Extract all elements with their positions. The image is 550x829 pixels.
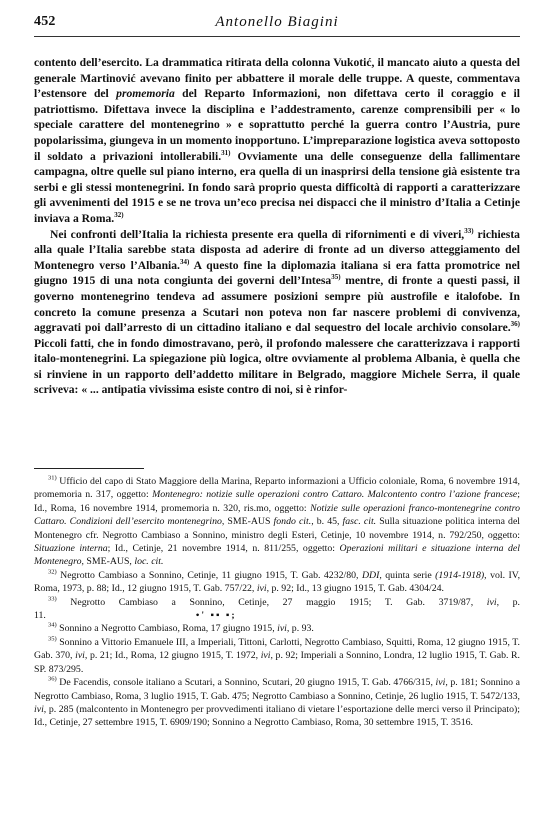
- text-run: ;: [107, 543, 115, 555]
- italic-title: Notizie sulle operazioni franco-montenegrine contro Cattaro. Condizioni dell’esercito montenegrino: [34, 502, 520, 528]
- italic-title: Situazione interna: [34, 543, 108, 555]
- text-run: , 13 giugno 1915, T. Gab. 4304/24.: [306, 583, 444, 595]
- footnote-ref: 34): [179, 257, 190, 266]
- footnote-number: 31): [48, 474, 57, 482]
- text-run: Ufficio del capo di Stato Maggiore della Marina, Reparto informazioni a Ufficio coloniale, Roma, 6 novembre 1914, promemoria n. 317, oggetto:: [34, 476, 520, 501]
- italic-title: ivi: [277, 623, 287, 635]
- footnote-number: 35): [48, 635, 57, 643]
- text-run: De Facendis, console italiano a Scutari, a Sonnino, Scutari, 20 giugno 1915, T. Gab. 4766/315,: [56, 677, 436, 689]
- italic-title: ivi: [486, 596, 497, 608]
- text-run: mentre, di fronte a questi passi, il governo montenegrino tendeva ad assumere posizioni sempre più austrofile e italofobe. In concreto la comune presenza a Scutari non poteva non far nascere problemi di convivenza, aggravati poi dall’arresto di un cittadino italiano e dal sequestro del locale archivio consolare.: [34, 274, 520, 335]
- text-run: , b. 45,: [311, 516, 343, 528]
- text-run: , p. 92;: [266, 583, 297, 595]
- text-run: , SME-AUS: [221, 516, 274, 528]
- text-run: , p. 92; Imperiali a Sonnino, Londra, 12 luglio 1915, T. Gab. R. SP. 873/295.: [34, 650, 520, 675]
- body-text: [34, 55, 520, 398]
- text-run: del Reparto Informazioni, non difettava certo il coraggio e il patriottismo. Difettava invece la disciplina e l’addestramento, carenze comprensibili per « lo speciale carattere del montenegrino » e soprattutto perché la guerra contro l’Austria, pure popolarissima, giungeva in un momento inopportuno. L’impreparazione logistica aveva sottoposto il soldato a privazioni intollerabili.: [34, 87, 520, 163]
- text-run: contento dell’esercito. La drammatica ritirata della colonna Vukotić, il mancato aiuto a questa del generale Martinović avevano finito per abbattere il morale delle truppe. A queste, commentava l’estensore del: [34, 56, 520, 101]
- footnote-number: 33): [48, 595, 57, 603]
- paragraph: [34, 227, 520, 399]
- text-run: , SME-AUS,: [81, 556, 135, 568]
- italic-title: DDI: [361, 569, 380, 581]
- footnote-33: [34, 596, 520, 623]
- text-run: Ovviamente una delle conseguenze della fallimentare campagna, oltre quelle sul piano interno, era quella di un inasprirsi della tensione già esistente tra serbi e gli stessi montenegrini. In fondo sarà proprio questa difficoltà di rapporti a caratterizzare gli avvenimenti del 1915 e se ne trova un’eco precisa nei dispacci che il ministro d’Italia a Cetinje inviava a Roma.: [34, 149, 520, 225]
- italic-term: promemoria: [116, 87, 175, 101]
- idem: Id.: [115, 650, 126, 662]
- italic-title: (1914-1918): [435, 569, 485, 581]
- footnotes: [34, 475, 520, 730]
- text-run: Sonnino a Negrotto Cambiaso, Roma, 17 giugno 1915,: [56, 623, 278, 635]
- text-run: richiesta alla quale l’Italia sarebbe stata disposta ad aderire di fronte ad un diverso atteggiamento del Montenegro verso l’Albania.: [34, 227, 520, 272]
- idem: Id.: [111, 583, 123, 595]
- text-run: ;: [517, 489, 520, 501]
- footnote-31: [34, 475, 520, 569]
- idem: Id.: [34, 717, 45, 729]
- italic-title: ivi: [34, 703, 44, 715]
- text-run: Negrotto Cambiaso a Sonnino, Cetinje, 11 giugno 1915, T. Gab. 4232/80,: [56, 569, 362, 581]
- italic-title: fondo cit.: [273, 516, 312, 528]
- header-rule: [34, 36, 520, 37]
- text-run: , p. 11.: [34, 596, 521, 622]
- italic-title: loc. cit.: [134, 556, 164, 568]
- idem: Id.: [296, 583, 307, 595]
- text-run: , Roma, 16 novembre 1914, promemoria n. 320, ris.mo, oggetto:: [44, 502, 311, 514]
- text-run: , Cetinje, 21 novembre 1914, n. 811/255, oggetto:: [125, 543, 340, 555]
- text-run: Sonnino a Vittorio Emanuele III, a Imperiali, Tittoni, Carlotti, Negrotto Cambiaso, Squitti, Roma, 12 giugno 1915, T. Gab. 370,: [34, 636, 520, 662]
- footnote-number: 32): [48, 568, 57, 576]
- italic-title: ivi: [260, 650, 271, 662]
- italic-title: ivi: [435, 677, 446, 689]
- text-run: Nei confronti dell’Italia la richiesta presente era quella di rifornimenti e di viveri,: [50, 227, 465, 241]
- footnote-36: [34, 676, 520, 730]
- italic-title: Operazioni militari e situazione interna del Montenegro: [34, 543, 520, 568]
- text-run: A questo fine la diplomazia italiana si era fatta promotrice nel giugno 1915 di una nota congiunta dei governi dell’Intesa: [34, 258, 520, 288]
- running-head: Antonello Biagini: [215, 14, 339, 30]
- text-run: , Roma, 12 giugno 1915, T. 1972,: [125, 650, 261, 662]
- print-artifact: •' ▪▪ ▪;: [195, 610, 237, 622]
- paragraph: [34, 55, 520, 227]
- footnote-32: [34, 569, 520, 596]
- text-run: , p. 21;: [84, 650, 115, 662]
- text-run: Sulla situazione politica interna del Montenegro cfr. Negrotto Cambiaso a Sonnino, ministro degli Esteri, Cetinje, 10 novembre 1914, n. 792/250, oggetto:: [34, 516, 521, 541]
- footnote-rule: [34, 468, 144, 469]
- italic-title: Montenegro: notizie sulle operazioni contro Cattaro. Malcontento contro l’azione francese: [152, 489, 518, 501]
- text-run: , Cetinje, 27 settembre 1915, T. 6909/190; Sonnino a Negrotto Cambiaso, Roma, 30 settembre 1915, T. 3516.: [44, 717, 474, 729]
- text-run: Piccoli fatti, che in fondo dimostravano, però, il profondo malessere che caratterizzava i rapporti italo-montenegrini. La spiegazione più logica, oltre ovviamente al problema Albania, è quella che si rinviene in un rapporto dell’addetto militare in Belgrado, maggiore Michele Serra, il quale scriveva: « ... antipatia vivissima esiste contro di noi, si è rinfor-: [34, 336, 520, 397]
- text-run: , p. 93.: [286, 623, 314, 635]
- footnote-ref: 32): [114, 211, 124, 220]
- footnote-34: [34, 622, 520, 635]
- footnote-ref: 31): [221, 148, 231, 157]
- italic-title: fasc. cit.: [342, 516, 377, 528]
- footnote-number: 36): [48, 675, 57, 683]
- idem: Id.: [114, 543, 126, 555]
- page-header: [34, 14, 520, 36]
- text-run: , vol. IV, Roma, 1973, p. 88;: [34, 569, 521, 595]
- text-run: , p. 285 (malcontento in Montenegro per provvedimenti italiano di vietare l’esportazione delle merci verso il Principato);: [43, 703, 520, 715]
- text-run: , 12 giugno 1915, T. Gab. 757/22,: [122, 583, 257, 595]
- footnote-ref: 35): [331, 273, 341, 282]
- idem: Id.: [34, 502, 45, 514]
- footnote-35: [34, 636, 520, 676]
- text-run: Negrotto Cambiaso a Sonnino, Cetinje, 27 maggio 1915; T. Gab. 3719/87,: [56, 596, 487, 608]
- footnote-ref: 33): [464, 226, 474, 235]
- footnote-number: 34): [48, 622, 57, 630]
- page-number: 452: [34, 14, 56, 29]
- text-run: , quinta serie: [379, 569, 436, 581]
- footnote-ref: 36): [510, 320, 520, 329]
- italic-title: ivi: [75, 650, 85, 662]
- italic-title: ivi: [256, 583, 267, 595]
- text-run: , p. 181; Sonnino a Negrotto Cambiaso, Roma, 3 luglio 1915, T. Gab. 475; Negrotto Cambiaso a Sonnino, Cetinje, 26 luglio 1915, T. 5472/133,: [34, 677, 520, 702]
